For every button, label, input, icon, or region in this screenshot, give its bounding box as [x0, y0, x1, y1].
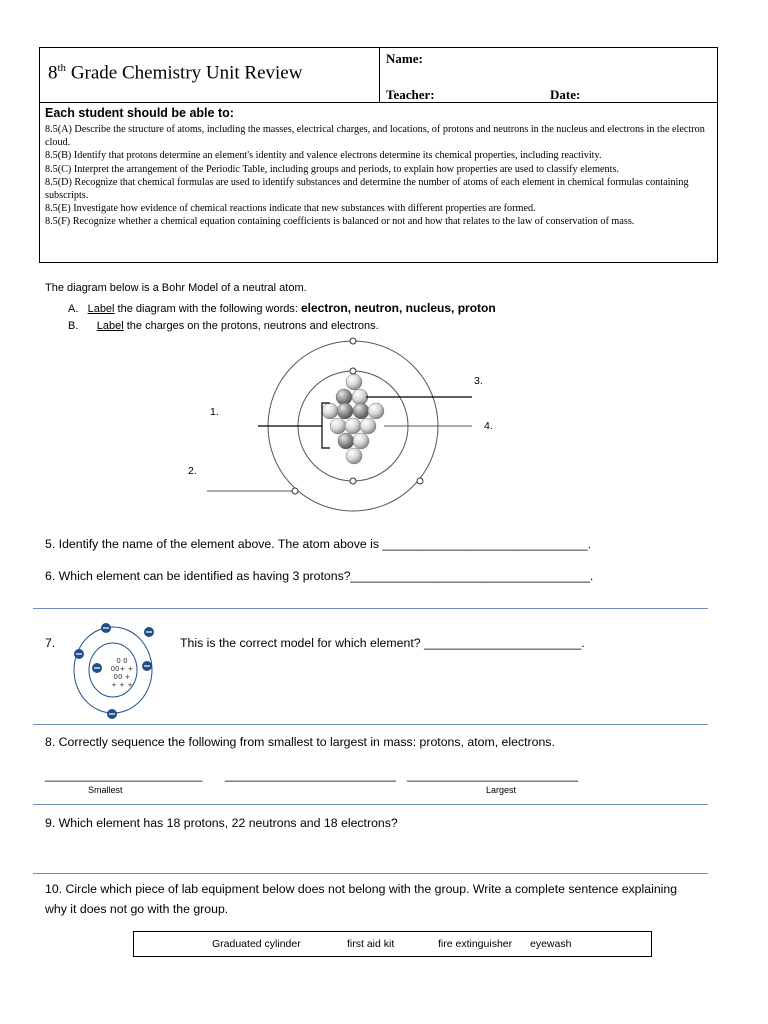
nucleus-particle [353, 433, 369, 449]
equipment-item[interactable]: eyewash [530, 938, 572, 950]
nucleus-particle [330, 418, 346, 434]
question-6: 6. Which element can be identified as having 3 protons?___________________________________. [45, 569, 594, 583]
nucleus-particle [353, 403, 369, 419]
objective-item: 8.5(D) Recognize that chemical formulas are used to identify substances and determine the number of atoms of each element in chemical formulas containing subscripts. [45, 176, 689, 202]
equipment-item[interactable]: first aid kit [347, 938, 395, 950]
answer-blank-middle: _________________________ [225, 768, 396, 782]
nucleus-particle [360, 418, 376, 434]
date-label: Date: [550, 87, 581, 102]
electron [350, 368, 356, 374]
answer-blank-largest: _________________________ [407, 768, 578, 782]
objective-item: 8.5(B) Identify that protons determine an element's identity and valence electrons determine its chemical properties, including reactivity. [45, 150, 602, 162]
question-8: 8. Correctly sequence the following from smallest to largest in mass: protons, atom, electrons. [45, 735, 555, 749]
equipment-box [133, 931, 652, 957]
question-9: 9. Which element has 18 protons, 22 neutrons and 18 electrons? [45, 816, 398, 830]
nucleus-particle [346, 374, 362, 390]
diagram-intro: The diagram below is a Bohr Model of a neutral atom. [45, 282, 307, 294]
objective-item: 8.5(F) Recognize whether a chemical equation containing coefficients is balanced or not and how that relates to the law of conservation of mass. [45, 216, 635, 228]
q7-nucleus-text: 00+ + [110, 665, 134, 673]
teacher-label: Teacher: [386, 87, 435, 102]
section-divider [33, 724, 708, 725]
electron [350, 338, 356, 344]
diagram-label-4: 4. [484, 420, 493, 432]
page-title: 8th Grade Chemistry Unit Review [48, 62, 303, 84]
equipment-item[interactable]: Graduated cylinder [212, 938, 301, 950]
electron [292, 488, 298, 494]
nucleus-particle [338, 433, 354, 449]
question-5: 5. Identify the name of the element above. The atom above is ______________________________. [45, 537, 592, 551]
objective-item: 8.5(A) Describe the structure of atoms, including the masses, electrical charges, and locations, of protons and neutrons in the nucleus and electrons in the electron cloud. [45, 124, 705, 149]
question-7-number: 7. [45, 636, 56, 650]
diagram-label-2: 2. [188, 465, 197, 477]
instruction-a: A. Label the diagram with the following words: electron, neutron, nucleus, proton [68, 301, 496, 315]
q7-nucleus-text: 00 + [113, 673, 131, 681]
nucleus-particle [352, 389, 368, 405]
diagram-label-1: 1. [210, 406, 219, 418]
equipment-item[interactable]: fire extinguisher [438, 938, 513, 950]
section-divider [33, 873, 708, 874]
question-10-line-2: why it does not go with the group. [45, 902, 229, 916]
section-divider [33, 608, 708, 609]
instruction-b: B. Label the charges on the protons, neutrons and electrons. [68, 320, 379, 332]
nucleus-particle [336, 389, 352, 405]
nucleus-particle [345, 418, 361, 434]
q7-nucleus-text: 0 0 [116, 657, 128, 665]
question-7: This is the correct model for which element? _______________________. [180, 636, 585, 650]
q7-nucleus-text: + + + [110, 681, 134, 689]
answer-blank-smallest: _______________________ [45, 768, 203, 782]
section-divider [33, 804, 708, 805]
nucleus-particle [337, 403, 353, 419]
electron [417, 478, 423, 484]
objective-item: 8.5(C) Interpret the arrangement of the Periodic Table, including groups and periods, to explain how properties are used to classify elements. [45, 163, 619, 175]
largest-label: Largest [486, 785, 517, 795]
diagram-label-3: 3. [474, 375, 483, 387]
nucleus-particle [322, 403, 338, 419]
electron [350, 478, 356, 484]
objectives-heading: Each student should be able to: [45, 106, 234, 120]
objective-item: 8.5(E) Investigate how evidence of chemical reactions indicate that new substances with different properties are formed. [45, 203, 536, 215]
nucleus-particle [346, 448, 362, 464]
question-7-bohr-model [70, 618, 160, 722]
question-10-line-1: 10. Circle which piece of lab equipment below does not belong with the group. Write a complete sentence explaining [45, 882, 678, 896]
name-label: Name: [386, 51, 423, 66]
smallest-label: Smallest [88, 785, 123, 795]
nucleus-particle [368, 403, 384, 419]
